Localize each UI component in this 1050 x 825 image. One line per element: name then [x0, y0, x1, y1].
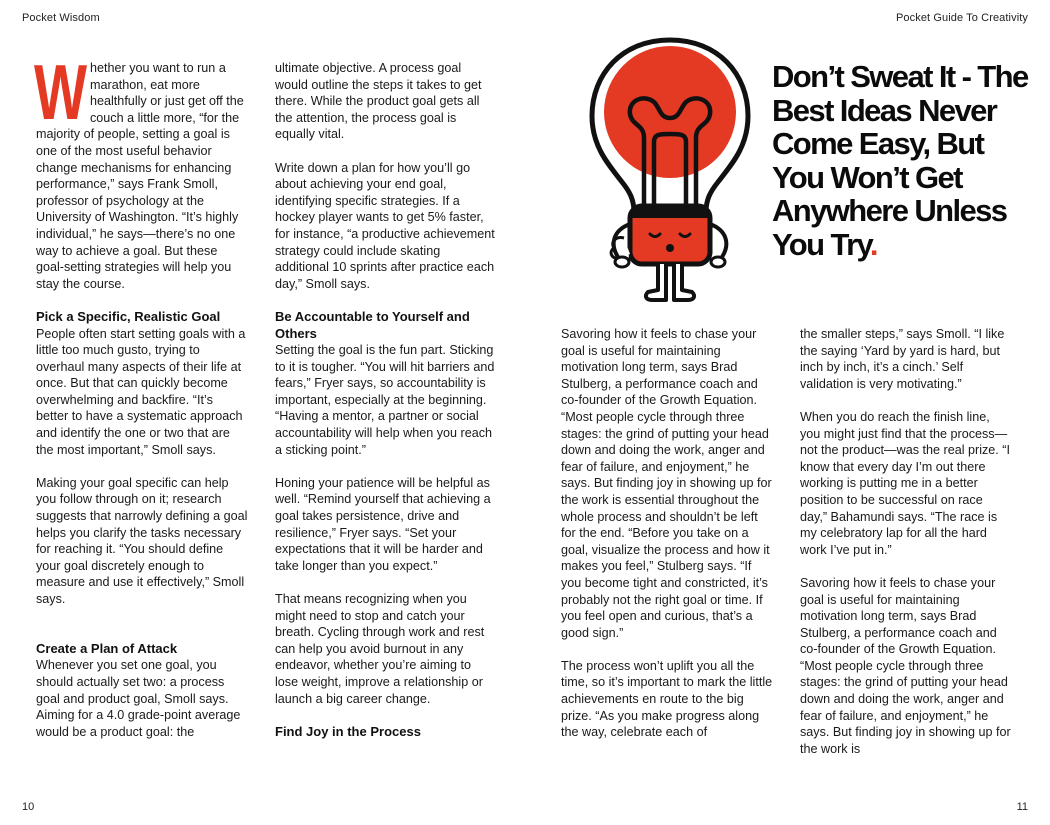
body-paragraph: Write down a plan for how you’ll go about achieving your end goal, identifying specific strategies. If a hockey player wants to get 5% faster, for instance, “a productive achievement strategy could include skating additional 10 sprints after practice each day,” Smoll says. — [275, 160, 495, 291]
body-paragraph: Making your goal specific can help you follow through on it; research suggests that narrowly defining a goal helps you clarify the tasks necessary for reaching it. “You should define your goal discretely enough to measure and use it effectively,” Smoll says. — [36, 475, 248, 606]
pull-headline — [772, 60, 1032, 261]
body-paragraph: The process won’t uplift you all the time, so it’s important to mark the little achievements en route to the big prize. “As you make progress along the way, celebrate each of — [561, 658, 773, 740]
body-paragraph: People often start setting goals with a little too much gusto, trying to overhaul many aspects of their life at once. But that can quickly become overwhelming and backfire. “It’s better to have a systematic approach and identify the one or two that are the most important,” Smoll says. — [36, 326, 246, 457]
section-heading-specific-goal: Pick a Specific, Realistic Goal — [36, 308, 221, 324]
running-header-left: Pocket Wisdom — [22, 12, 100, 24]
body-paragraph: Setting the goal is the fun part. Sticking to it is tougher. “You will hit barriers and fears,” Fryer says, so accountability is important, especially at the beginning. “Having a mentor, a partner or social accountability will help when you reach a sticking point.” — [275, 343, 495, 457]
body-paragraph: Honing your patience will be helpful as well. “Remind yourself that achieving a goal takes persistence, drive and resilience,” Fryer says. “Set your expectations that it will be harder and take longer than you expect.” — [275, 475, 491, 573]
body-paragraph: Savoring how it feels to chase your goal is useful for maintaining motivation long term, says Brad Stulberg, a performance coach and co-founder of the Growth Equation. “Most people cycle through three stages: the grind of putting your head down and doing the work, anger and fear of failure, and enjoyment,” he says. But finding joy in showing up for the work is essential throughout the whole process and shouldn’t be left for the end. “Before you take on a goal, visualize the process and how it makes you feel,” Stulberg says. “If you become tight and constricted, it’s probably not the right goal or time. If you feel open and curious, that’s a good sign.” — [561, 327, 772, 640]
section-heading-accountable: Be Accountable to Yourself and Others — [275, 308, 470, 341]
headline-period: . — [869, 226, 877, 262]
section-heading-plan-of-attack: Create a Plan of Attack — [36, 640, 178, 656]
body-paragraph: ultimate objective. A process goal would outline the steps it takes to get there. While the product goal gets all the attention, the process goal is equally vital. — [275, 61, 482, 142]
page-number-right: 11 — [1016, 801, 1028, 813]
text-column-1 — [34, 48, 248, 740]
page-number-left: 10 — [22, 801, 35, 813]
text-column-4 — [800, 326, 1013, 757]
text-column-2 — [275, 60, 495, 740]
body-paragraph: the smaller steps,” says Smoll. “I like the saying ‘Yard by yard is hard, but inch by inch, it’s a cinch.’ Self validation is very motivating.” — [800, 327, 1005, 391]
drop-cap: W — [34, 48, 88, 136]
headline-text: Don’t Sweat It - The Best Ideas Never Come Easy, But You Won’t Get Anywhere Unless You Try — [772, 59, 1028, 262]
intro-paragraph-block — [34, 48, 248, 292]
text-column-3 — [561, 326, 774, 741]
lightbulb-mascot-icon — [580, 34, 760, 304]
body-paragraph: Savoring how it feels to chase your goal is useful for maintaining motivation long term, says Brad Stulberg, a performance coach and co-founder of the Growth Equation. “Most people cycle through three stages: the grind of putting your head down and doing the work, anger and fear of failure, and enjoyment,” he says. But finding joy in showing up for the work is — [800, 575, 1011, 756]
running-header-right: Pocket Guide To Creativity — [895, 12, 1028, 24]
body-paragraph: When you do reach the finish line, you might just find that the process—not the product—was the real prize. “I know that every day I’m out there working is putting me in a better position to be successful on race day,” Bahamundi says. “The race is my celebratory lap for all the hard work I’ve put in.” — [800, 409, 1010, 557]
body-paragraph: Whenever you set one goal, you should actually set two: a process goal and product goal, Smoll says. Aiming for a 4.0 grade-point average would be a product goal: the — [36, 658, 241, 739]
section-heading-find-joy: Find Joy in the Process — [275, 723, 421, 739]
body-paragraph: That means recognizing when you might need to stop and catch your breath. Cycling through work and rest can help you avoid burnout in any endeavor, whether you’re aiming to lose weight, improve a relationship or launch a big career change. — [275, 592, 485, 706]
intro-paragraph: hether you want to run a marathon, eat more healthfully or just get off the couch a little more, “for the majority of people, setting a goal is one of the most useful behavior change mechanisms for enhancing performance,” says Frank Smoll, professor of psychology at the University of Washington. “It’s highly individual,” he says—there’s no one way to achieve a goal. But these goal-setting strategies will help you stay the course. — [36, 61, 244, 291]
